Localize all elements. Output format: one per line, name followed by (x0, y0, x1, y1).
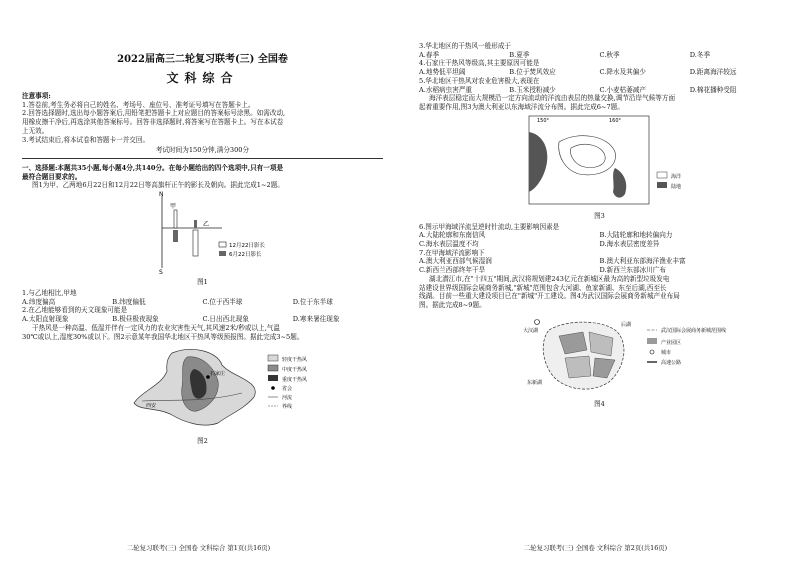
option: B.纬度偏低 (112, 297, 146, 306)
legend-label: 中度干热风 (282, 367, 308, 374)
note-line: 3.考试结束后,将本试卷和答题卡一并交回。 (22, 135, 150, 144)
place-label: 后湖 (621, 321, 632, 328)
industrial-park (565, 356, 591, 378)
option: A.水稻病虫害严重 (419, 85, 473, 94)
figure-4 (419, 310, 780, 396)
legend-label: 界线 (282, 404, 293, 411)
option: C.秋季 (599, 50, 620, 59)
question-4: 4.石家庄干热风等级高,其主要原因可能是 (419, 59, 540, 68)
legend-dec-swatch (219, 242, 226, 247)
option: B.澳大利亚东部海洋渔业丰富 (599, 257, 686, 266)
city-label: 石家庄 (210, 371, 226, 378)
section-heading: 一、选择题:本题共35小题,每小题4分,共140分。在每小题给出的四个选项中,只有一项是 (22, 163, 284, 172)
legend-ocean-swatch (657, 172, 667, 178)
legend-label: 陆地 (671, 183, 682, 190)
note-line: 用橡皮擦干净后,再选涂其他答案标号。回答非选择题时,将答案写在答题卡上。写在本试卷 (22, 118, 284, 127)
option: A.大陆轮廓和东南信风 (419, 231, 486, 240)
legend-label: 武汉国际会展商务新城范围线 (661, 327, 727, 334)
option: B.位于焚风效应 (509, 68, 556, 77)
fig2-intro: 干热风是一种高温、低湿并伴有一定风力的农业灾害性天气,其风速2米/秒或以上,气温 (32, 323, 280, 332)
fig3-intro: 海洋表层稳定而大规模沿一定方向流动的洋流由表层的热量交换,调节沿岸气候等方面 (429, 94, 676, 103)
figure-2-caption: 图2 (197, 437, 208, 446)
legend-label: 高速公路 (661, 359, 682, 366)
jia-label: 甲 (170, 203, 177, 211)
legend-swatch-light (268, 355, 278, 361)
question-6-options-row2 (419, 240, 780, 249)
right-footer: 二轮复习联考(三) 全国卷 文科综合 第2页(共16页) (523, 544, 668, 552)
fig4-intro-cont: 图。据此完成8~9题。 (419, 300, 486, 309)
legend-land-swatch (657, 182, 667, 188)
legend-label: 产业园区 (661, 339, 682, 346)
lon-label-1: 150° (537, 117, 550, 124)
figure-1-caption: 图1 (197, 278, 208, 287)
south-label: S (159, 269, 163, 275)
legend-dec-label: 12月22日影长 (229, 243, 265, 250)
legend-label: 重度干热风 (282, 377, 308, 384)
option: A.纬度偏高 (22, 297, 56, 306)
option: B.大陆轮廓和地转偏向力 (599, 231, 673, 240)
legend-swatch-severe (268, 375, 278, 381)
question-7-options-row1 (419, 257, 780, 266)
city2-label: 西安 (146, 403, 157, 410)
question-3: 3.华北地区的干热风一般形成于 (419, 42, 512, 50)
legend-swatch-moderate (268, 365, 278, 371)
option: D.棉花播种受阻 (689, 85, 737, 94)
question-6-options-row1 (419, 231, 780, 240)
option: B.夏季 (509, 50, 530, 59)
question-5: 5.华北地区干热风对农业危害极大,表现在 (419, 76, 540, 85)
option: D.距离海洋较远 (689, 68, 737, 77)
new-city-boundary (543, 322, 624, 389)
question-6: 6.图示甲海域洋流呈逆时针流动,主要影响因素是 (419, 222, 560, 231)
fig2-legend (268, 355, 307, 410)
option: D.寒来暑往现象 (292, 315, 340, 324)
legend-capital-symbol (271, 386, 275, 390)
option: A.地势低平坦阔 (419, 68, 466, 77)
option: D.新西兰东部冰川广布 (599, 266, 666, 275)
exam-title: 2022届高三二轮复习联考(三) 全国卷 (117, 54, 288, 65)
option: C.降水及其偏少 (599, 68, 646, 77)
place-label: 大汉湖 (523, 327, 539, 334)
figure-1-diagram (22, 190, 382, 274)
question-1: 1.与乙地相比,甲地 (22, 289, 77, 298)
figure-3-map (419, 112, 779, 208)
north-label: N (159, 191, 164, 199)
legend-label: 城市 (661, 349, 672, 356)
exam-subtitle: 文科综合 (166, 71, 239, 85)
question-7-options-row2 (419, 266, 780, 275)
question-4-options (419, 68, 780, 77)
yi-label: 乙 (203, 221, 210, 229)
option: C.小麦枯萎减产 (599, 85, 646, 94)
divider (22, 158, 383, 159)
figure-3 (419, 112, 780, 208)
section-heading-cont: 最符合题目要求的。 (22, 172, 82, 181)
jia-shadow-jun (173, 230, 178, 242)
option: B.极昼极夜现象 (112, 315, 159, 324)
legend-label: 海洋 (671, 173, 682, 180)
time-line: 考试时间为150分钟,满分300分 (155, 146, 250, 155)
legend-label: 河流 (282, 395, 293, 402)
figure-4-map (419, 310, 779, 396)
option: C.海水表层温度不均 (419, 240, 479, 249)
note-line: 2.回答选择题时,选出每小题答案后,用铅笔把答题卡上对应题目的答案标号涂黑。如需改动, (22, 109, 286, 118)
yi-shadow-dec (193, 230, 198, 256)
right-page (397, 0, 794, 562)
question-5-options (419, 86, 780, 95)
fig4-intro-cont: 线湖。目前一些重大建设项目已在"新城"开工建设。图4为武汉国际会展商务新城产业布局 (419, 292, 680, 301)
note-line: 上无效。 (22, 126, 49, 135)
fig4-intro: 湖北潜江市,在"十四五"期间,武汉将规划建243亿元在新城区最为高的新型垃圾发电 (429, 274, 670, 283)
option: C.位于西半球 (202, 297, 243, 306)
option: C.日出西北现象 (202, 315, 249, 324)
jia-shadow-dec (174, 210, 177, 228)
figure-2 (22, 341, 383, 433)
fig3-intro-cont: 起着重要作用,图3为澳大利亚以东海域洋流分布图。据此完成6~7题。 (419, 102, 624, 111)
legend-label: 省会 (282, 386, 293, 393)
yi-shadow-jun (194, 220, 197, 228)
legend-jun-label: 6月22日影长 (229, 252, 262, 259)
legend-park-swatch (647, 338, 657, 344)
fig1-intro: 图1为甲、乙两地6月22日和12月22日等高旗杆正午的影长及朝向。据此完成1~2题。 (32, 181, 284, 190)
option: A.春季 (419, 50, 440, 59)
figure-4-caption: 图4 (594, 399, 605, 408)
figure-1 (22, 190, 383, 274)
left-footer: 二轮复习联考(三) 全国卷 文科综合 第1页(共16页) (126, 544, 271, 552)
option: B.玉米授粉减少 (509, 85, 556, 94)
option: C.新西兰西部终年干旱 (419, 266, 486, 275)
option: A.太阳直射现象 (22, 315, 69, 324)
legend-city-symbol (650, 350, 654, 354)
place-label: 东新湖 (527, 379, 543, 386)
legend-jun-swatch (219, 251, 226, 256)
figure-3-caption: 图3 (594, 211, 605, 220)
option: D.海水表层密度差异 (599, 240, 660, 249)
note-line: 1.答卷前,考生务必将自己的姓名、考场号、座位号、准考证号填写在答题卡上。 (22, 100, 255, 109)
figure-2-map (22, 341, 382, 433)
city-marker (535, 319, 540, 324)
notes-heading: 注意事项: (22, 92, 51, 100)
lon-label-2: 160° (609, 117, 622, 124)
option: D.位于东半球 (292, 297, 333, 306)
legend-label: 轻度干热风 (282, 357, 308, 364)
option: D.冬季 (689, 50, 711, 59)
option: A.澳大利亚西部气候湿润 (419, 257, 492, 266)
fig2-intro-cont: 30℃或以上,湿度30%或以下。图2示意某年我国华北地区干热风等级预报图。据此完成3~5题。 (22, 332, 304, 341)
fig4-intro-cont: 站建设世界级国际会展商务新城,"新城"范围包含大河湖、鱼家新湖、东至后湖,西至长 (419, 283, 667, 292)
question-2-options (22, 315, 383, 324)
question-2: 2.在乙地能够看到的天文现象可能是 (22, 306, 128, 315)
question-7: 7.在甲海域洋流影响下 (419, 248, 485, 257)
